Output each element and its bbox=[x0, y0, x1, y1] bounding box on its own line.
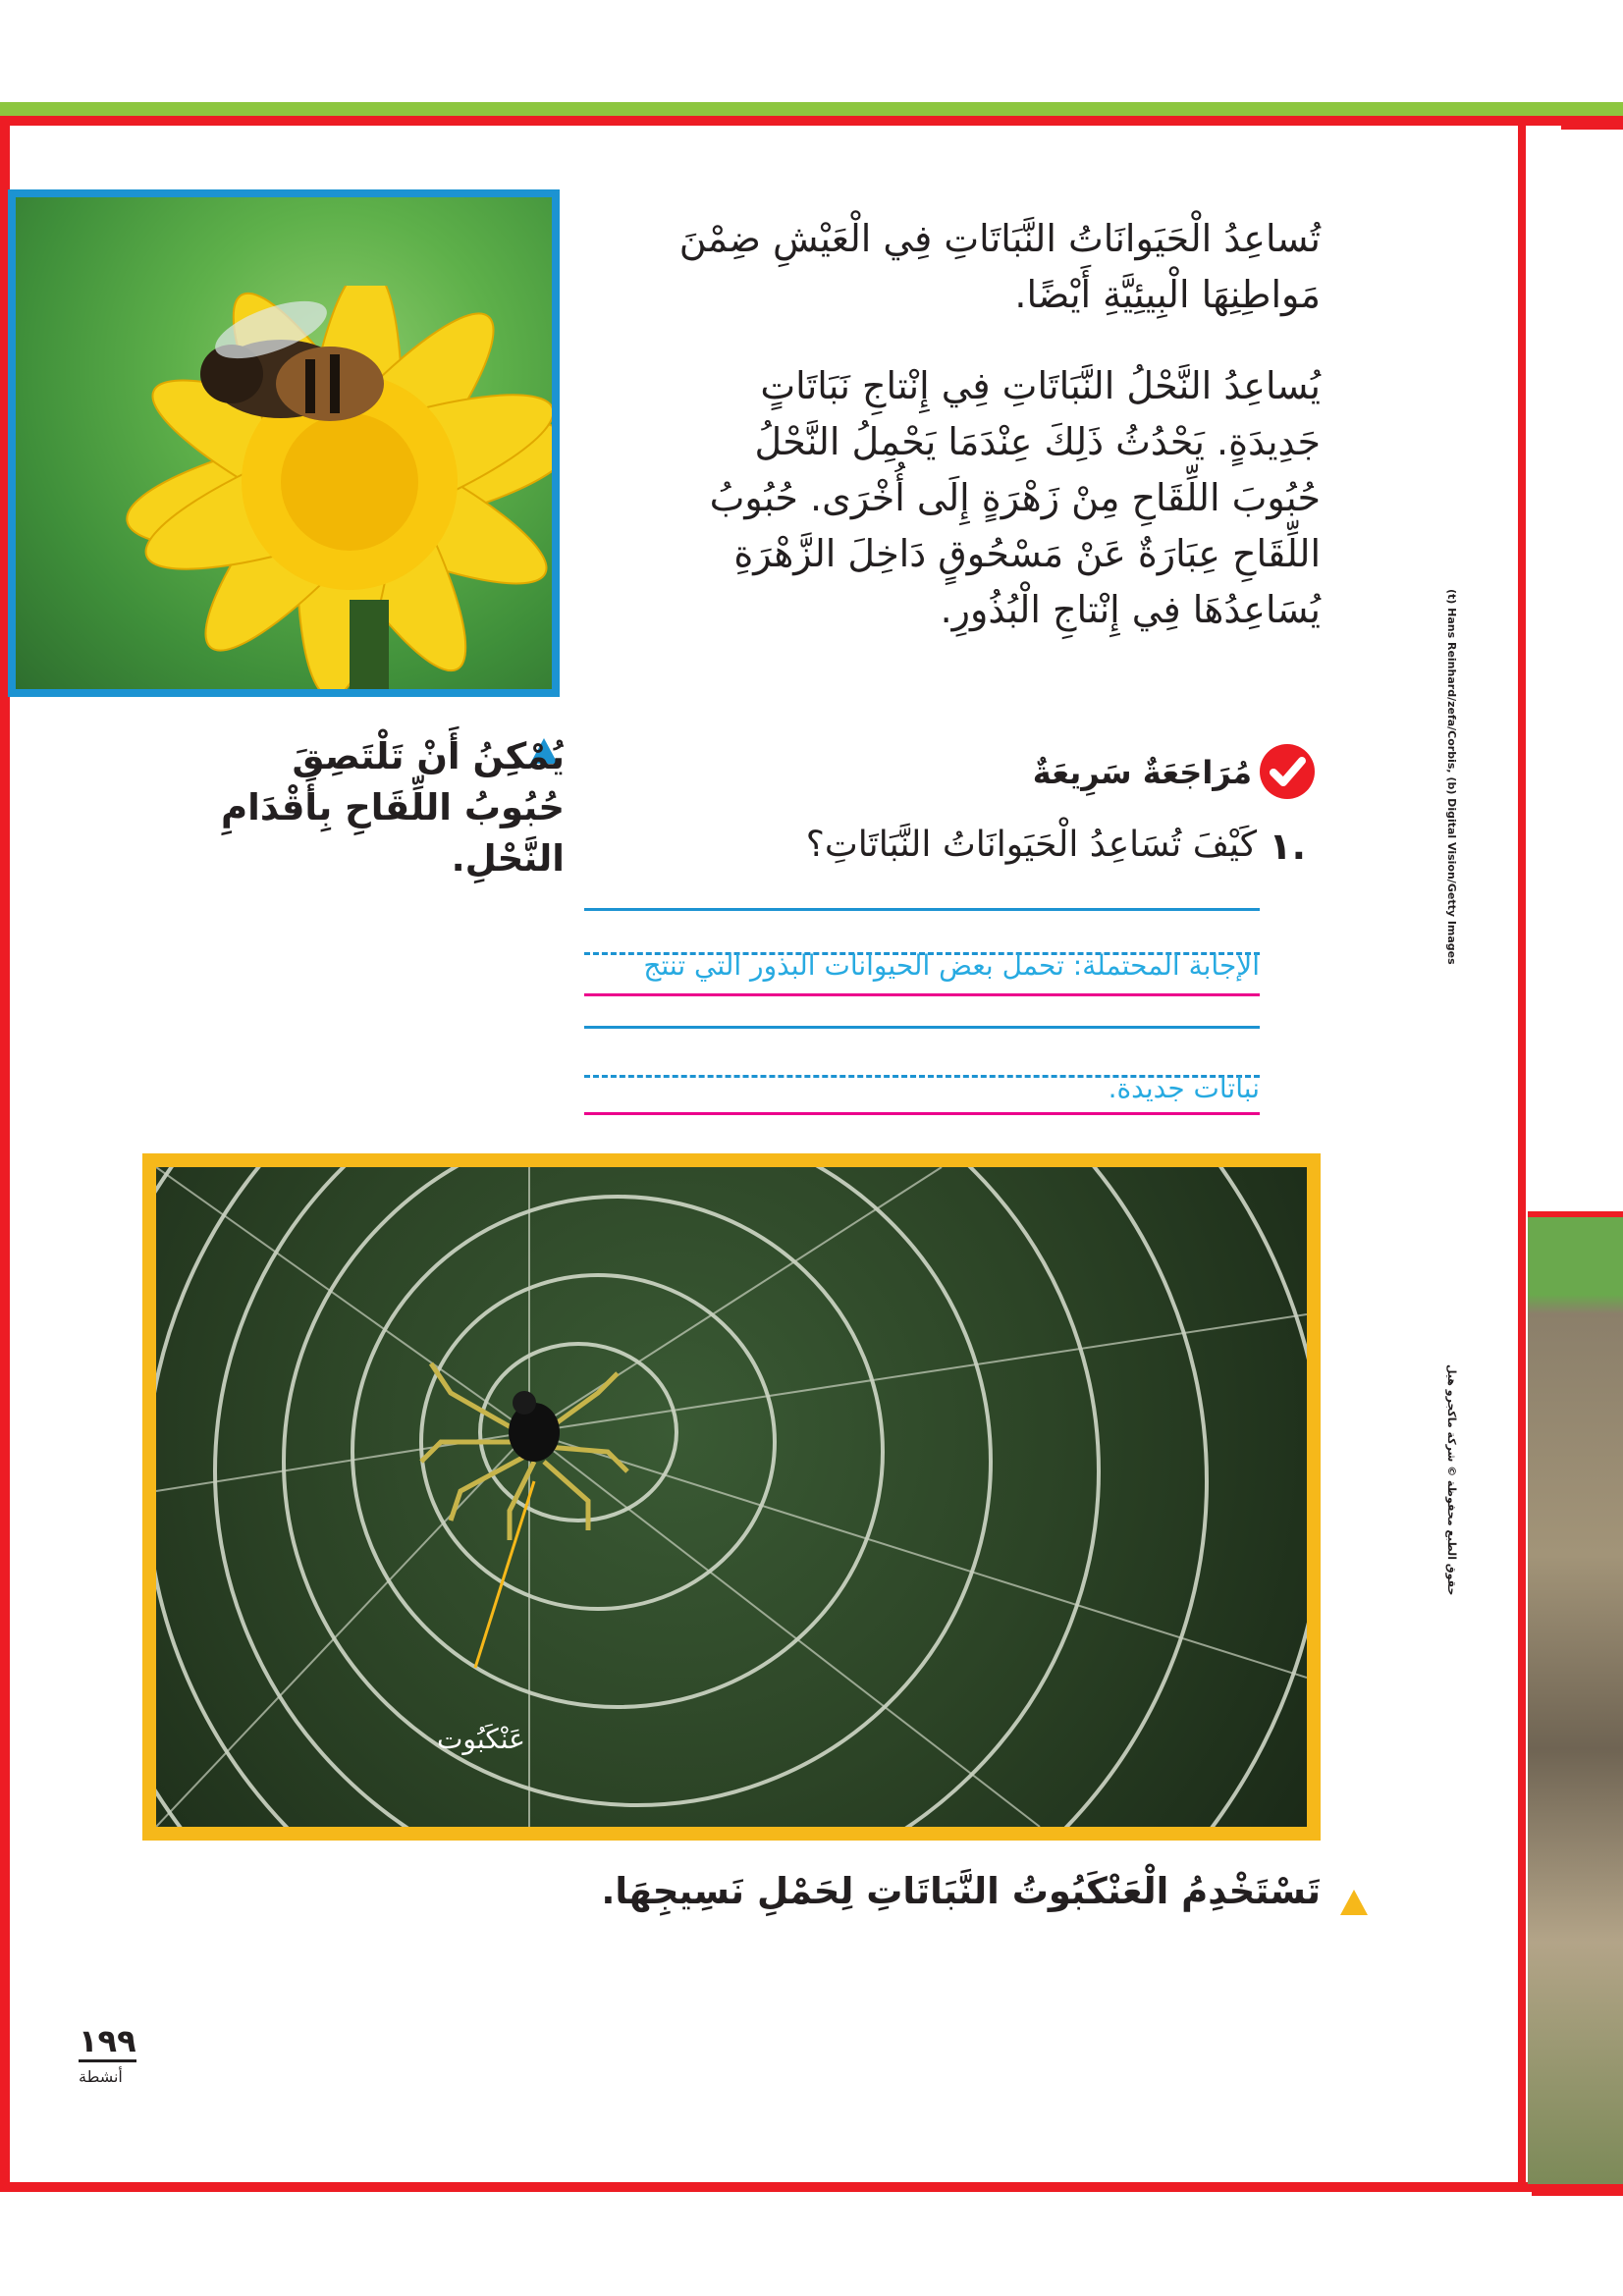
bee-caption: يُمْكِنُ أَنْ تَلْتَصِقَ حُبُوبُ اللِّقَاحِ بِأَقْدَامِ النَّحْلِ. bbox=[221, 735, 565, 880]
page-number: ١٩٩ bbox=[79, 2022, 136, 2062]
spider-caption: تَسْتَخْدِمُ الْعَنْكَبُوتُ النَّبَاتَاتِ لِحَمْلِ نَسِيجِهَا. bbox=[601, 1870, 1321, 1912]
spider-label: عَنْكَبُوت bbox=[437, 1723, 525, 1755]
answer-line-1: الإجابة المحتملة: تحمل بعض الحيوانات البذور التي تنتج bbox=[643, 949, 1260, 982]
question-number: ١. bbox=[1269, 825, 1306, 868]
check-icon bbox=[1260, 744, 1315, 799]
quick-review-title: مُرَاجَعَةٌ سَرِيعَةٌ bbox=[1032, 754, 1252, 791]
bee-caption-box bbox=[216, 731, 565, 884]
flower-illustration bbox=[124, 286, 560, 697]
answer-guide-line bbox=[584, 908, 1260, 911]
right-red-border bbox=[1518, 126, 1526, 2192]
answer-base-line bbox=[584, 1112, 1260, 1115]
top-green-border bbox=[0, 102, 1623, 116]
orange-triangle-icon bbox=[1340, 1890, 1368, 1915]
spider-web-image bbox=[156, 1167, 1307, 1827]
bee-on-flower-photo bbox=[8, 189, 560, 697]
copyright-credit: حقوق الطبع محفوظة © شركة ماكجرو هيل bbox=[1445, 1364, 1458, 1596]
bottom-red-border bbox=[0, 2182, 1561, 2192]
question-text: كَيْفَ تُسَاعِدُ الْحَيَوانَاتُ النَّبَاتَاتِ؟ bbox=[805, 825, 1257, 865]
spider-web-photo bbox=[142, 1153, 1321, 1841]
bottom-red-border-tail bbox=[1532, 2182, 1623, 2196]
spider-web-illustration bbox=[156, 1167, 1307, 1827]
answer-guide-line bbox=[584, 1026, 1260, 1029]
answer-line-2: نباتات جديدة. bbox=[1108, 1072, 1260, 1104]
bees-paragraph: يُساعِدُ النَّحْلُ النَّبَاتَاتِ فِي إِنْتاجِ نَبَاتَاتٍ جَدِيدَةٍ. يَحْدُثُ ذَلِكَ عِنْدَمَا يَحْمِلُ النَّحْلُ حُبُوبَ اللِّقَاحِ مِنْ زَهْرَةٍ إِلَى أُخْرَى. حُبُوبُ اللِّقَاحِ عِبَارَةٌ عَنْ مَسْحُوقٍ دَاخِلَ الزَّهْرَةِ يُسَاعِدُهَا فِي إِنْتاجِ الْبُذُورِ. bbox=[709, 364, 1321, 631]
page-sub-label: أنشطة bbox=[79, 2067, 123, 2086]
top-red-border bbox=[0, 116, 1581, 126]
photo-credit: (t) Hans Reinhard/zefa/Corbis, (b) Digital Vision/Getty Images bbox=[1445, 589, 1458, 965]
top-red-border-tail bbox=[1561, 116, 1623, 130]
next-page-photo-strip bbox=[1528, 1217, 1623, 2184]
answer-base-line bbox=[584, 993, 1260, 996]
intro-paragraph: تُساعِدُ الْحَيَوانَاتُ النَّبَاتَاتِ فِي الْعَيْشِ ضِمْنَ مَواطِنِهَا الْبِيئِيَّةِ أَيْضًا. bbox=[678, 217, 1321, 316]
